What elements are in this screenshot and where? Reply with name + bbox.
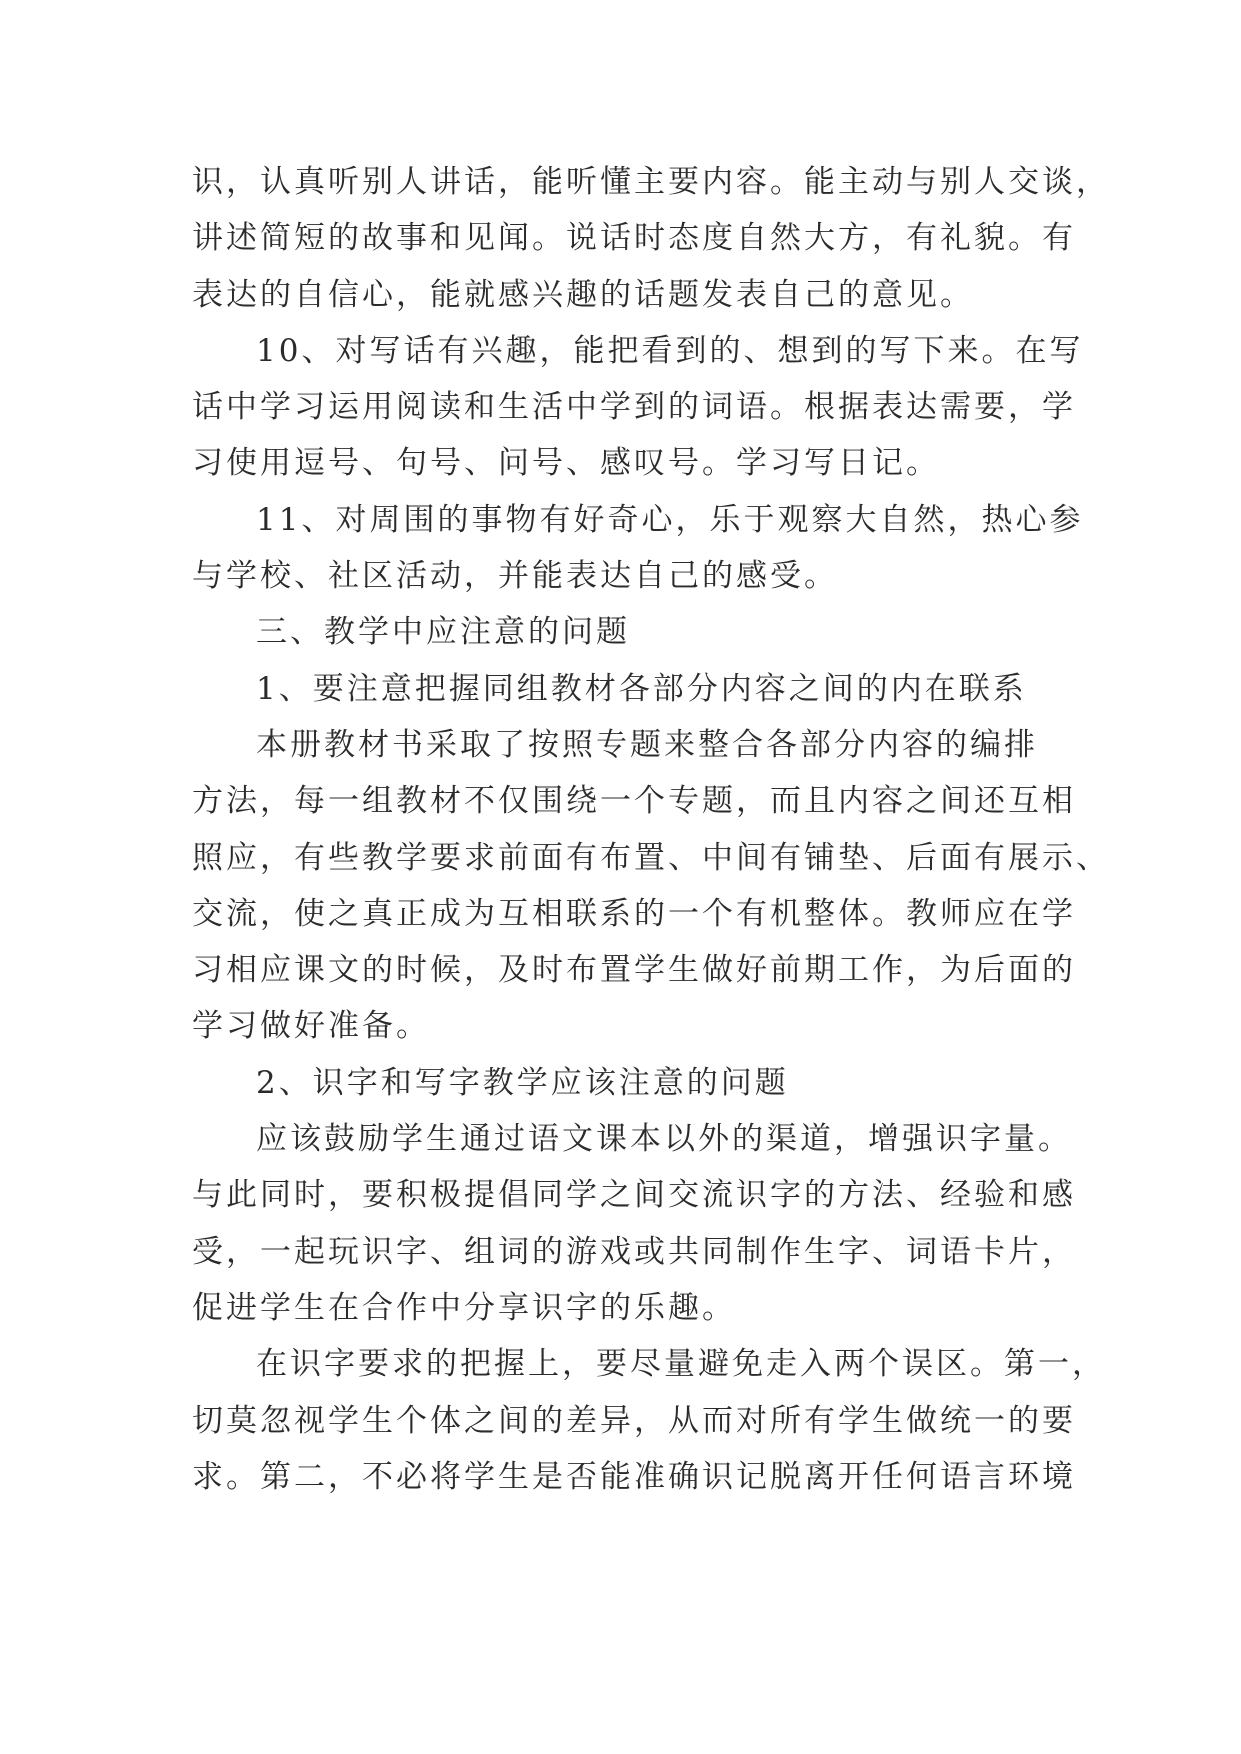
- text-line: 习使用逗号、句号、问号、感叹号。学习写日记。: [192, 445, 940, 482]
- text-line: 交流，使之真正成为互相联系的一个有机整体。教师应在学: [192, 895, 1076, 932]
- text-line: 话中学习运用阅读和生活中学到的词语。根据表达需要，学: [192, 389, 1076, 426]
- text-line: 与学校、社区活动，并能表达自己的感受。: [192, 558, 838, 595]
- text-line: 与此同时，要积极提倡同学之间交流识字的方法、经验和感: [192, 1177, 1076, 1214]
- text-line: 学习做好准备。: [192, 1008, 430, 1045]
- section-heading: 三、教学中应注意的问题: [256, 614, 630, 651]
- text-line: 切莫忽视学生个体之间的差异，从而对所有学生做统一的要: [192, 1402, 1076, 1439]
- document-page: [192, 154, 1110, 1505]
- text-line: 表达的自信心，能就感兴趣的话题发表自己的意见。: [192, 276, 974, 313]
- text-line: 求。第二，不必将学生是否能准确识记脱离开任何语言环境: [192, 1458, 1076, 1495]
- text-line: 11、对周围的事物有好奇心，乐于观察大自然，热心参: [256, 501, 1084, 538]
- text-line: 方法，每一组教材不仅围绕一个专题，而且内容之间还互相: [192, 783, 1076, 820]
- text-line: 受，一起玩识字、组词的游戏或共同制作生字、词语卡片，: [192, 1233, 1076, 1270]
- subsection-heading: 1、要注意把握同组教材各部分内容之间的内在联系: [256, 670, 1027, 707]
- text-line: 10、对写话有兴趣，能把看到的、想到的写下来。在写: [256, 332, 1084, 369]
- subsection-heading: 2、识字和写字教学应该注意的问题: [256, 1064, 789, 1101]
- text-line: 照应，有些教学要求前面有布置、中间有铺垫、后面有展示、: [192, 839, 1110, 876]
- text-line: 在识字要求的把握上，要尽量避免走入两个误区。第一，: [256, 1346, 1106, 1383]
- text-line: 应该鼓励学生通过语文课本以外的渠道，增强识字量。: [256, 1121, 1072, 1158]
- text-line: 本册教材书采取了按照专题来整合各部分内容的编排: [256, 726, 1038, 763]
- text-line: 识，认真听别人讲话，能听懂主要内容。能主动与别人交谈，: [192, 164, 1110, 200]
- text-line: 讲述简短的故事和见闻。说话时态度自然大方，有礼貌。有: [192, 220, 1076, 257]
- text-line: 习相应课文的时候，及时布置学生做好前期工作，为后面的: [192, 952, 1076, 989]
- text-line: 促进学生在合作中分享识字的乐趣。: [192, 1289, 736, 1326]
